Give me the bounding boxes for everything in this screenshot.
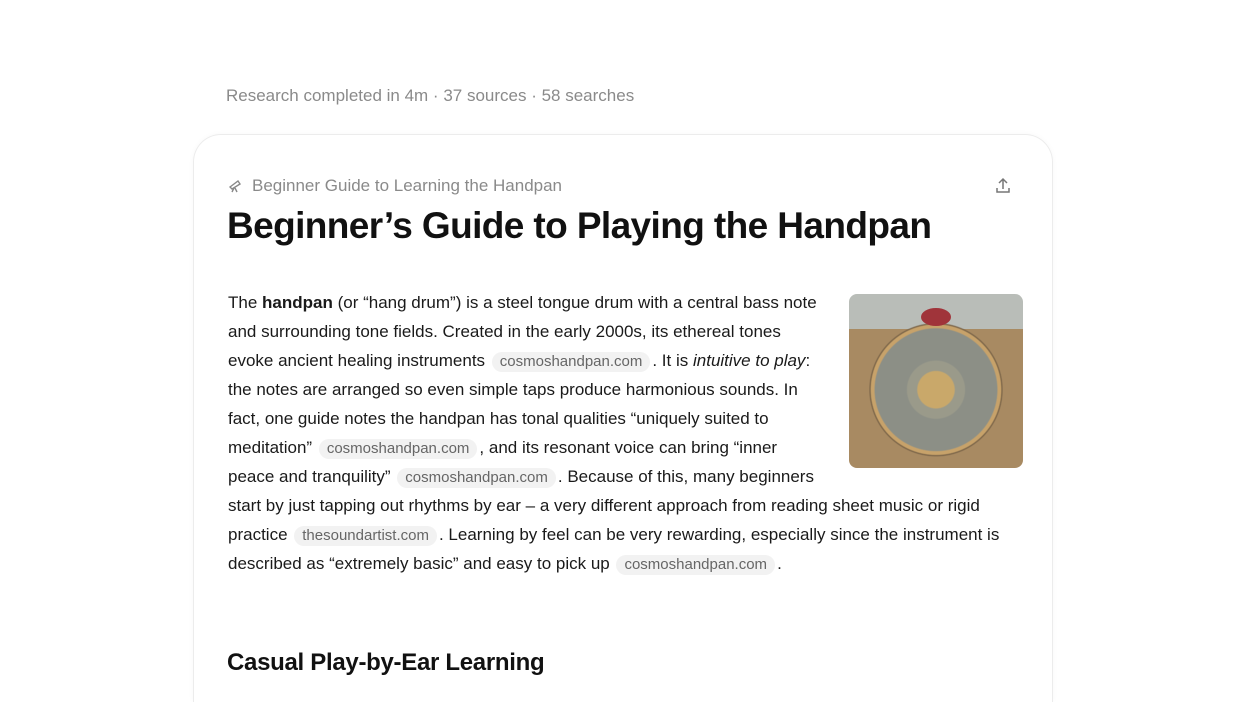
share-icon[interactable] [994,177,1012,195]
text: (or “hang drum”) is a steel tongue drum with a central bass note and surrounding tone fields. Created in the early 2000s, its ethereal tones evoke ancient healing instruments [228,293,817,370]
research-status: Research completed in 4m · 37 sources · 58 searches [226,86,635,105]
breadcrumb [228,176,562,196]
intro-paragraph [228,288,1023,578]
citation-link[interactable]: cosmoshandpan.com [492,352,651,372]
section-heading: Casual Play-by-Ear Learning [227,649,545,676]
text: : the notes are arranged so even simple taps produce harmonious sounds. In fact, one guide notes the handpan has tonal qualities “uniquely suited to meditation” [228,351,811,457]
breadcrumb-label: Beginner Guide to Learning the Handpan [252,176,563,195]
report-card [193,134,1053,702]
italic-text: intuitive to play [692,351,806,370]
citation-link[interactable]: cosmoshandpan.com [616,555,775,575]
text: . Because of this, many beginners start by just tapping out rhythms by ear – a very different approach from reading sheet music or rigid practice [228,467,980,544]
text: . It is [652,351,693,370]
telescope-icon [228,178,244,194]
citation-link[interactable]: thesoundartist.com [294,526,437,546]
text: . Learning by feel can be very rewarding, especially since the instrument is described as “extremely basic” and easy to pick up [228,525,1000,573]
citation-link[interactable]: cosmoshandpan.com [319,439,478,459]
text: . [777,554,782,573]
page-title: Beginner’s Guide to Playing the Handpan [227,205,932,246]
text: The [228,293,263,312]
bold-text: handpan [262,293,333,312]
handpan-image [849,294,1023,468]
text: , and its resonant voice can bring “inner peace and tranquility” [228,438,778,486]
citation-link[interactable]: cosmoshandpan.com [397,468,556,488]
